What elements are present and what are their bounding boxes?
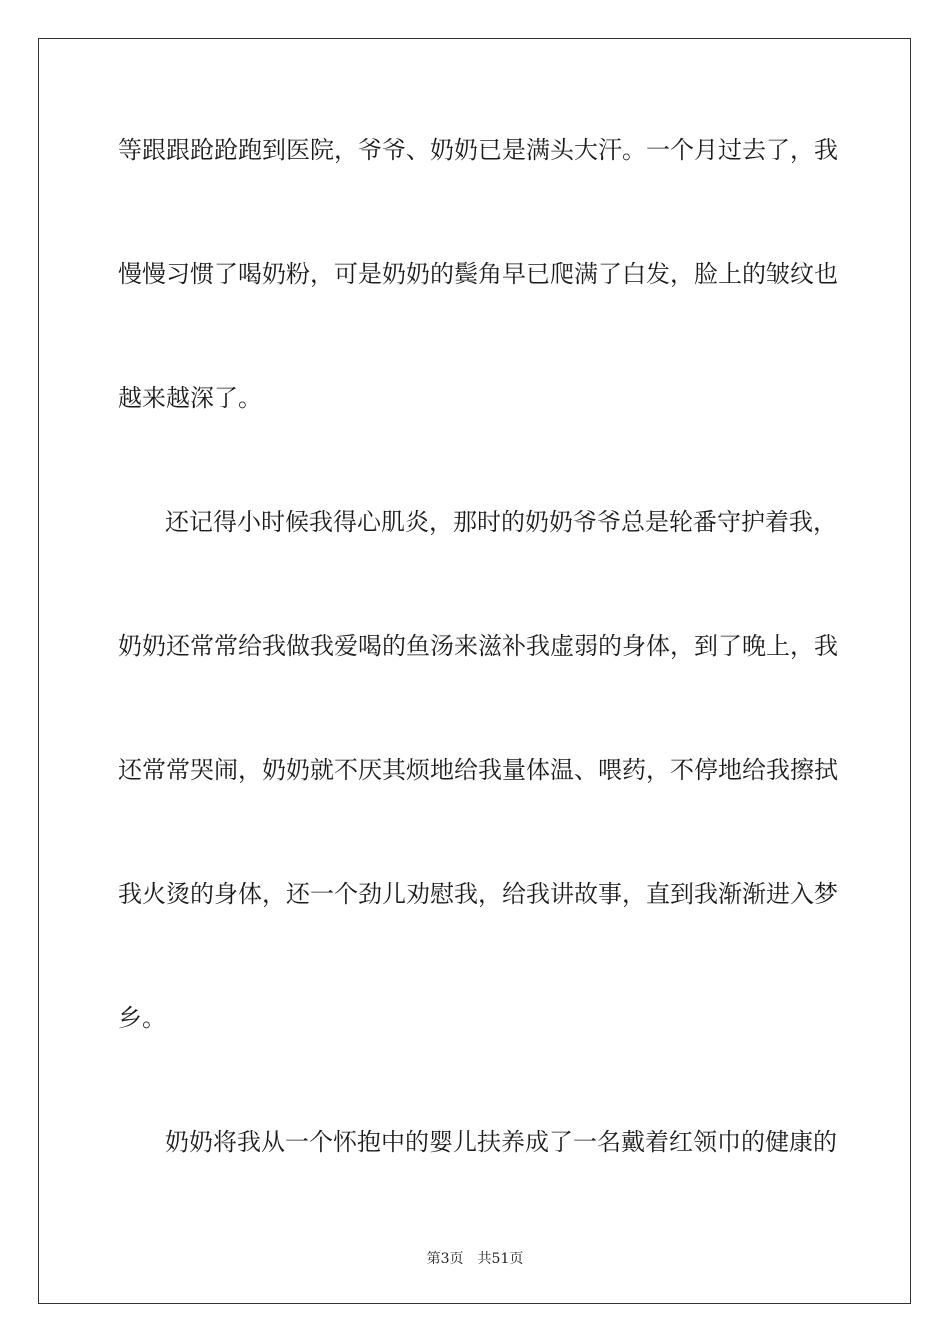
page-border	[38, 38, 911, 1304]
text-line-1: 等跟跟跄跄跑到医院，爷爷、奶奶已是满头大汗。一个月过去了，我	[118, 136, 838, 164]
text-line-8: 乡。	[118, 1004, 166, 1032]
text-line-2: 慢慢习惯了喝奶粉，可是奶奶的鬓角早已爬满了白发，脸上的皱纹也	[118, 260, 838, 288]
text-line-7: 我火烫的身体，还一个劲儿劝慰我，给我讲故事，直到我渐渐进入梦	[118, 880, 838, 908]
text-line-5: 奶奶还常常给我做我爱喝的鱼汤来滋补我虚弱的身体，到了晚上，我	[118, 632, 838, 660]
page-number-footer: 第3页 共51页	[426, 1251, 524, 1267]
text-line-3: 越来越深了。	[118, 384, 262, 412]
text-line-4: 还记得小时候我得心肌炎，那时的奶奶爷爷总是轮番守护着我，	[165, 508, 837, 536]
text-line-9: 奶奶将我从一个怀抱中的婴儿扶养成了一名戴着红领巾的健康的	[165, 1128, 837, 1156]
text-line-6: 还常常哭闹，奶奶就不厌其烦地给我量体温、喂药，不停地给我擦拭	[118, 756, 838, 784]
